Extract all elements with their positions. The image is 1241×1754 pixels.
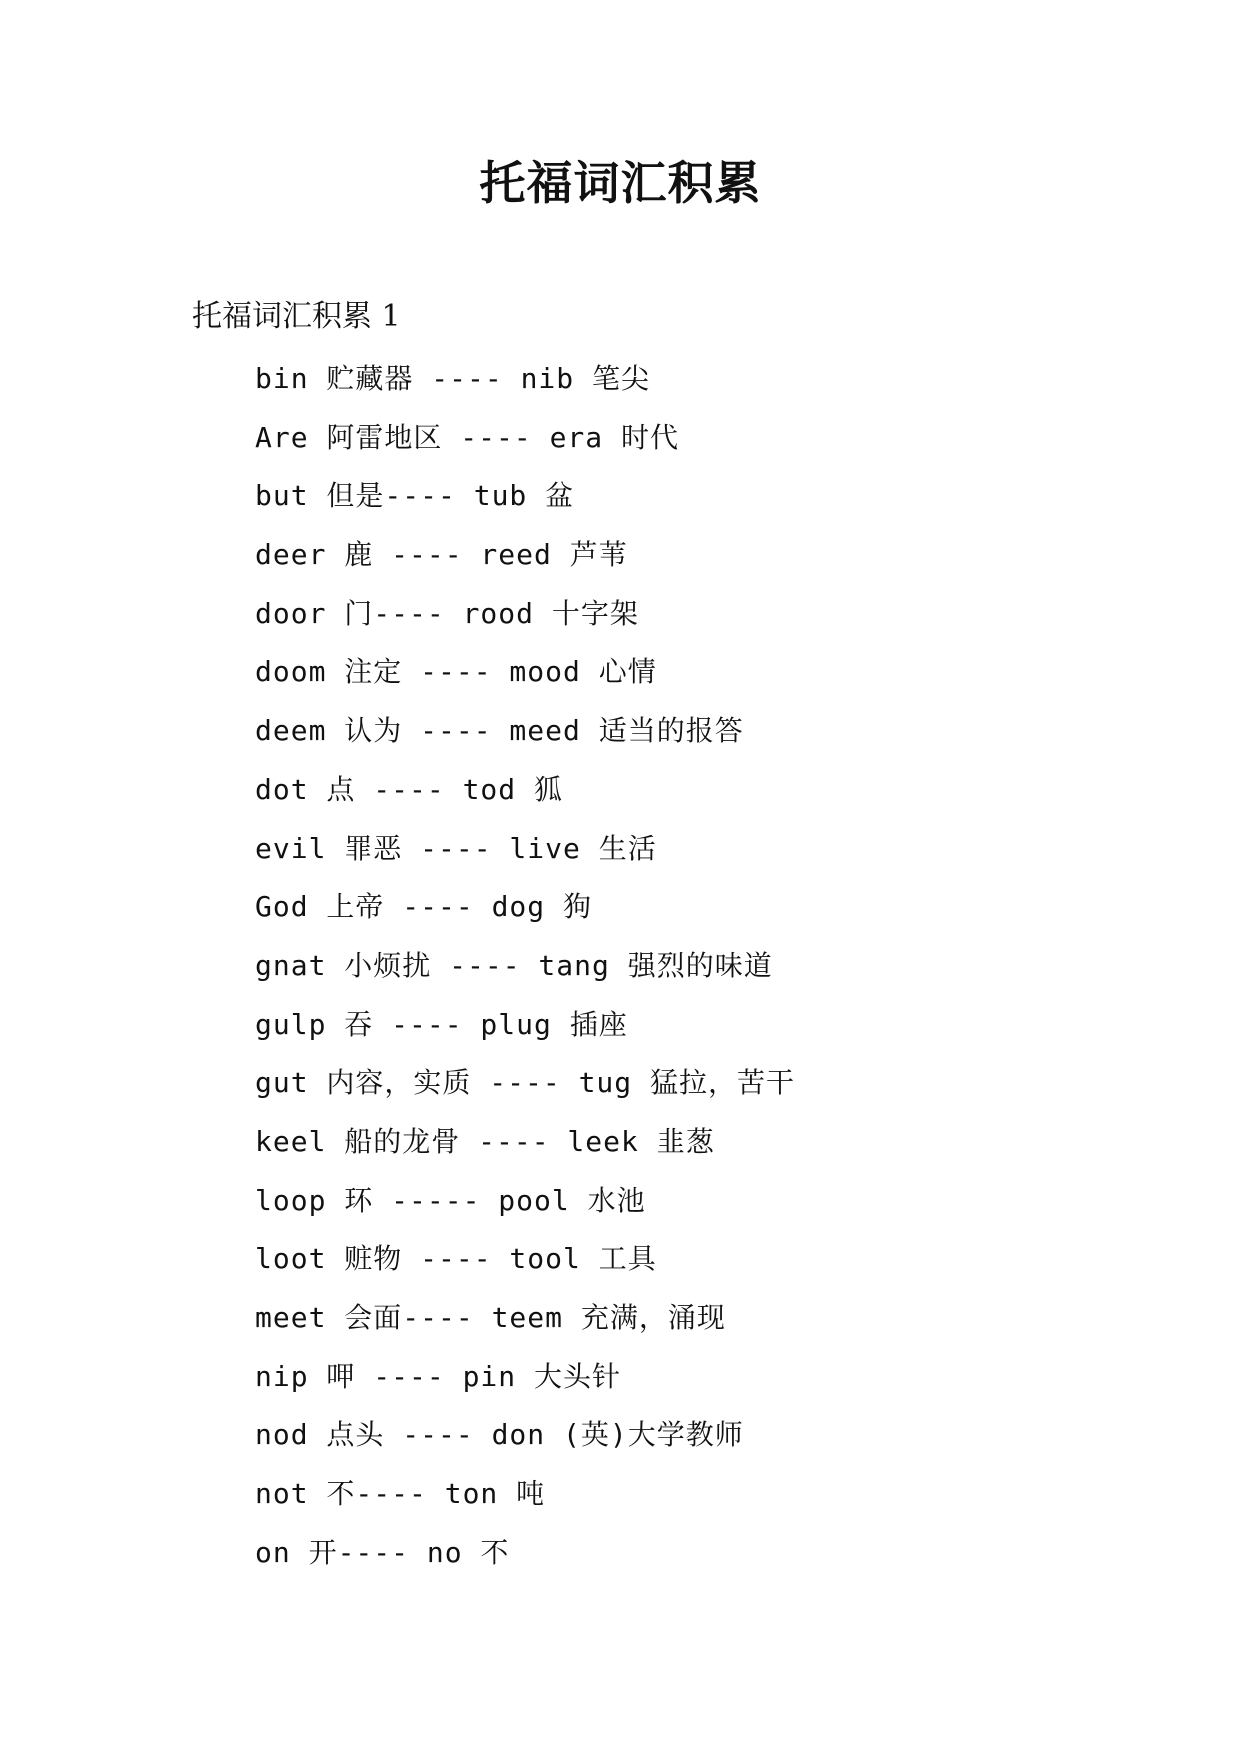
vocab-line: deem 认为 ---- meed 适当的报答	[255, 714, 744, 748]
vocab-line: God 上帝 ---- dog 狗	[255, 890, 593, 924]
vocab-line: Are 阿雷地区 ---- era 时代	[255, 420, 680, 454]
vocab-line: gnat 小烦扰 ---- tang 强烈的味道	[255, 948, 773, 982]
vocab-line: keel 船的龙骨 ---- leek 韭葱	[255, 1124, 715, 1158]
vocab-line: gut 内容，实质 ---- tug 猛拉，苦干	[255, 1066, 796, 1100]
vocab-line: on 开---- no 不	[255, 1535, 510, 1569]
vocab-line: loop 环 ----- pool 水池	[255, 1183, 646, 1217]
vocab-line: doom 注定 ---- mood 心情	[255, 655, 657, 689]
section-heading: 托福词汇积累 1	[192, 299, 401, 334]
vocab-line: loot 赃物 ---- tool 工具	[255, 1242, 657, 1276]
vocab-list	[255, 350, 795, 1582]
vocab-line: deer 鹿 ---- reed 芦苇	[255, 538, 628, 572]
page-title: 托福词汇积累	[479, 156, 762, 210]
vocab-line: evil 罪恶 ---- live 生活	[255, 831, 657, 865]
vocab-line: bin 贮藏器 ---- nib 笔尖	[255, 362, 651, 395]
vocab-line: but 但是---- tub 盆	[255, 479, 575, 513]
vocab-line: dot 点 ---- tod 狐	[255, 772, 564, 806]
vocab-line: not 不---- ton 吨	[255, 1477, 546, 1511]
vocab-line: door 门---- rood 十字架	[255, 596, 639, 630]
vocab-line: meet 会面---- teem 充满，涌现	[255, 1301, 726, 1334]
vocab-line: nod 点头 ---- don (英)大学教师	[255, 1418, 744, 1452]
vocab-line: gulp 吞 ---- plug 插座	[255, 1007, 628, 1041]
vocab-line: nip 呷 ---- pin 大头针	[255, 1359, 622, 1393]
